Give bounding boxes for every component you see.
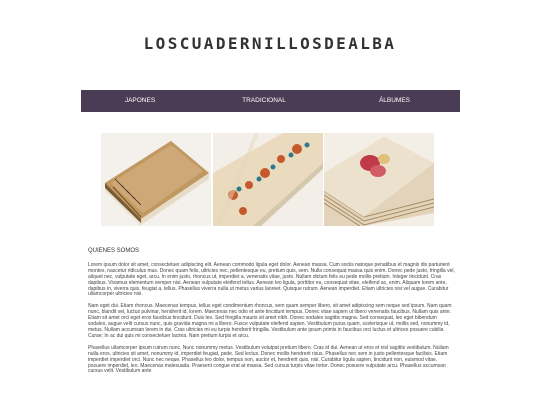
kraft-notebook-image[interactable]: [101, 133, 211, 226]
about-section: [88, 249, 455, 381]
nav-item-tradicional[interactable]: TRADICIONAL: [242, 97, 286, 104]
stacked-notebooks-image[interactable]: [324, 133, 434, 226]
about-paragraph: Nam eget dui. Etiam rhoncus. Maecenas tempus, tellus eget condimentum rhoncus, sem quam semper libero, sit amet adipiscing sem neque sed ipsum. Nam quam nunc, blandit vel, luctus pulvinar, hendrerit id, lorem. Maecenas nec odio et ante tincidunt tempus. Donec vitae sapien ut libero venenatis faucibus. Nullam quis ante. Etiam sit amet orci eget eros faucibus tincidunt. Duis leo. Sed fringilla mauris sit amet nibh. Donec sodales sagittis magna. Sed consequat, leo eget bibendum sodales, augue velit cursus nunc, quis gravida magna mi a libero. Fusce vulputate eleifend sapien. Vestibulum purus quam, scelerisque ut, mollis sed, nonummy id, metus. Nullam accumsan lorem in dui. Cras ultricies mi eu turpis hendrerit fringilla. Vestibulum ante ipsum primis in faucibus orci luctus et ultrices posuere cubilia Curae; In ac dui quis mi consectetuer lacinia. Nam pretium turpis et arcu.: [88, 303, 452, 339]
about-heading: QUIENES SOMOS: [88, 248, 140, 254]
floral-notebook-image[interactable]: [213, 133, 323, 226]
about-paragraph: Lorem ipsum dolor sit amet, consectetuer adipiscing elit. Aenean commodo ligula eget dolor. Aenean massa. Cum sociis natoque penatibus et magnis dis parturient montes, nascetur ridiculus mus. Donec quam felis, ultricies nec, pellentesque eu, pretium quis, sem. Nulla consequat massa quis enim. Donec pede justo, fringilla vel, aliquet nec, vulputate eget, arcu. In enim justo, rhoncus ut, imperdiet a, venenatis vitae, justo. Nullam dictum felis eu pede mollis pretium. Integer tincidunt. Cras dapibus. Vivamus elementum semper nisi. Aenean vulputate eleifend tellus. Aenean leo ligula, porttitor eu, consequat vitae, eleifend ac, enim. Aliquam lorem ante, dapibus in, viverra quis, feugiat a, tellus. Phasellus viverra nulla ut metus varius laoreet. Quisque rutrum. Aenean imperdiet. Etiam ultricies nisi vel augue. Curabitur ullamcorper ultricies nisi.: [88, 261, 455, 298]
main-navigation: [81, 90, 460, 112]
nav-item-japones[interactable]: JAPONES: [124, 97, 156, 104]
site-title[interactable]: LOSCUADERNILLOSDEALBA: [143, 34, 397, 53]
nav-item-albumes[interactable]: ÁLBUMES: [378, 97, 411, 104]
about-paragraph: Phasellus ullamcorper ipsum rutrum nunc. Nunc nonummy metus. Vestibulum volutpat pretium libero. Cras id dui. Aenean ut eros et nisl sagittis vestibulum. Nullam nulla eros, ultricies sit amet, nonummy id, imperdiet feugiat, pede. Sed lectus. Donec mollis hendrerit risus. Phasellus nec sem in justo pellentesque facilisis. Etiam imperdiet imperdiet orci. Nunc nec neque. Phasellus leo dolor, tempus non, auctor et, hendrerit quis, nisi. Curabitur ligula sapien, tincidunt non, euismod vitae, posuere imperdiet, leo. Maecenas malesuada. Praesent congue erat at massa. Sed cursus turpis vitae tortor. Donec posuere vulputate arcu. Phasellus accumsan cursus velit. Vestibulum ante: [88, 344, 449, 375]
